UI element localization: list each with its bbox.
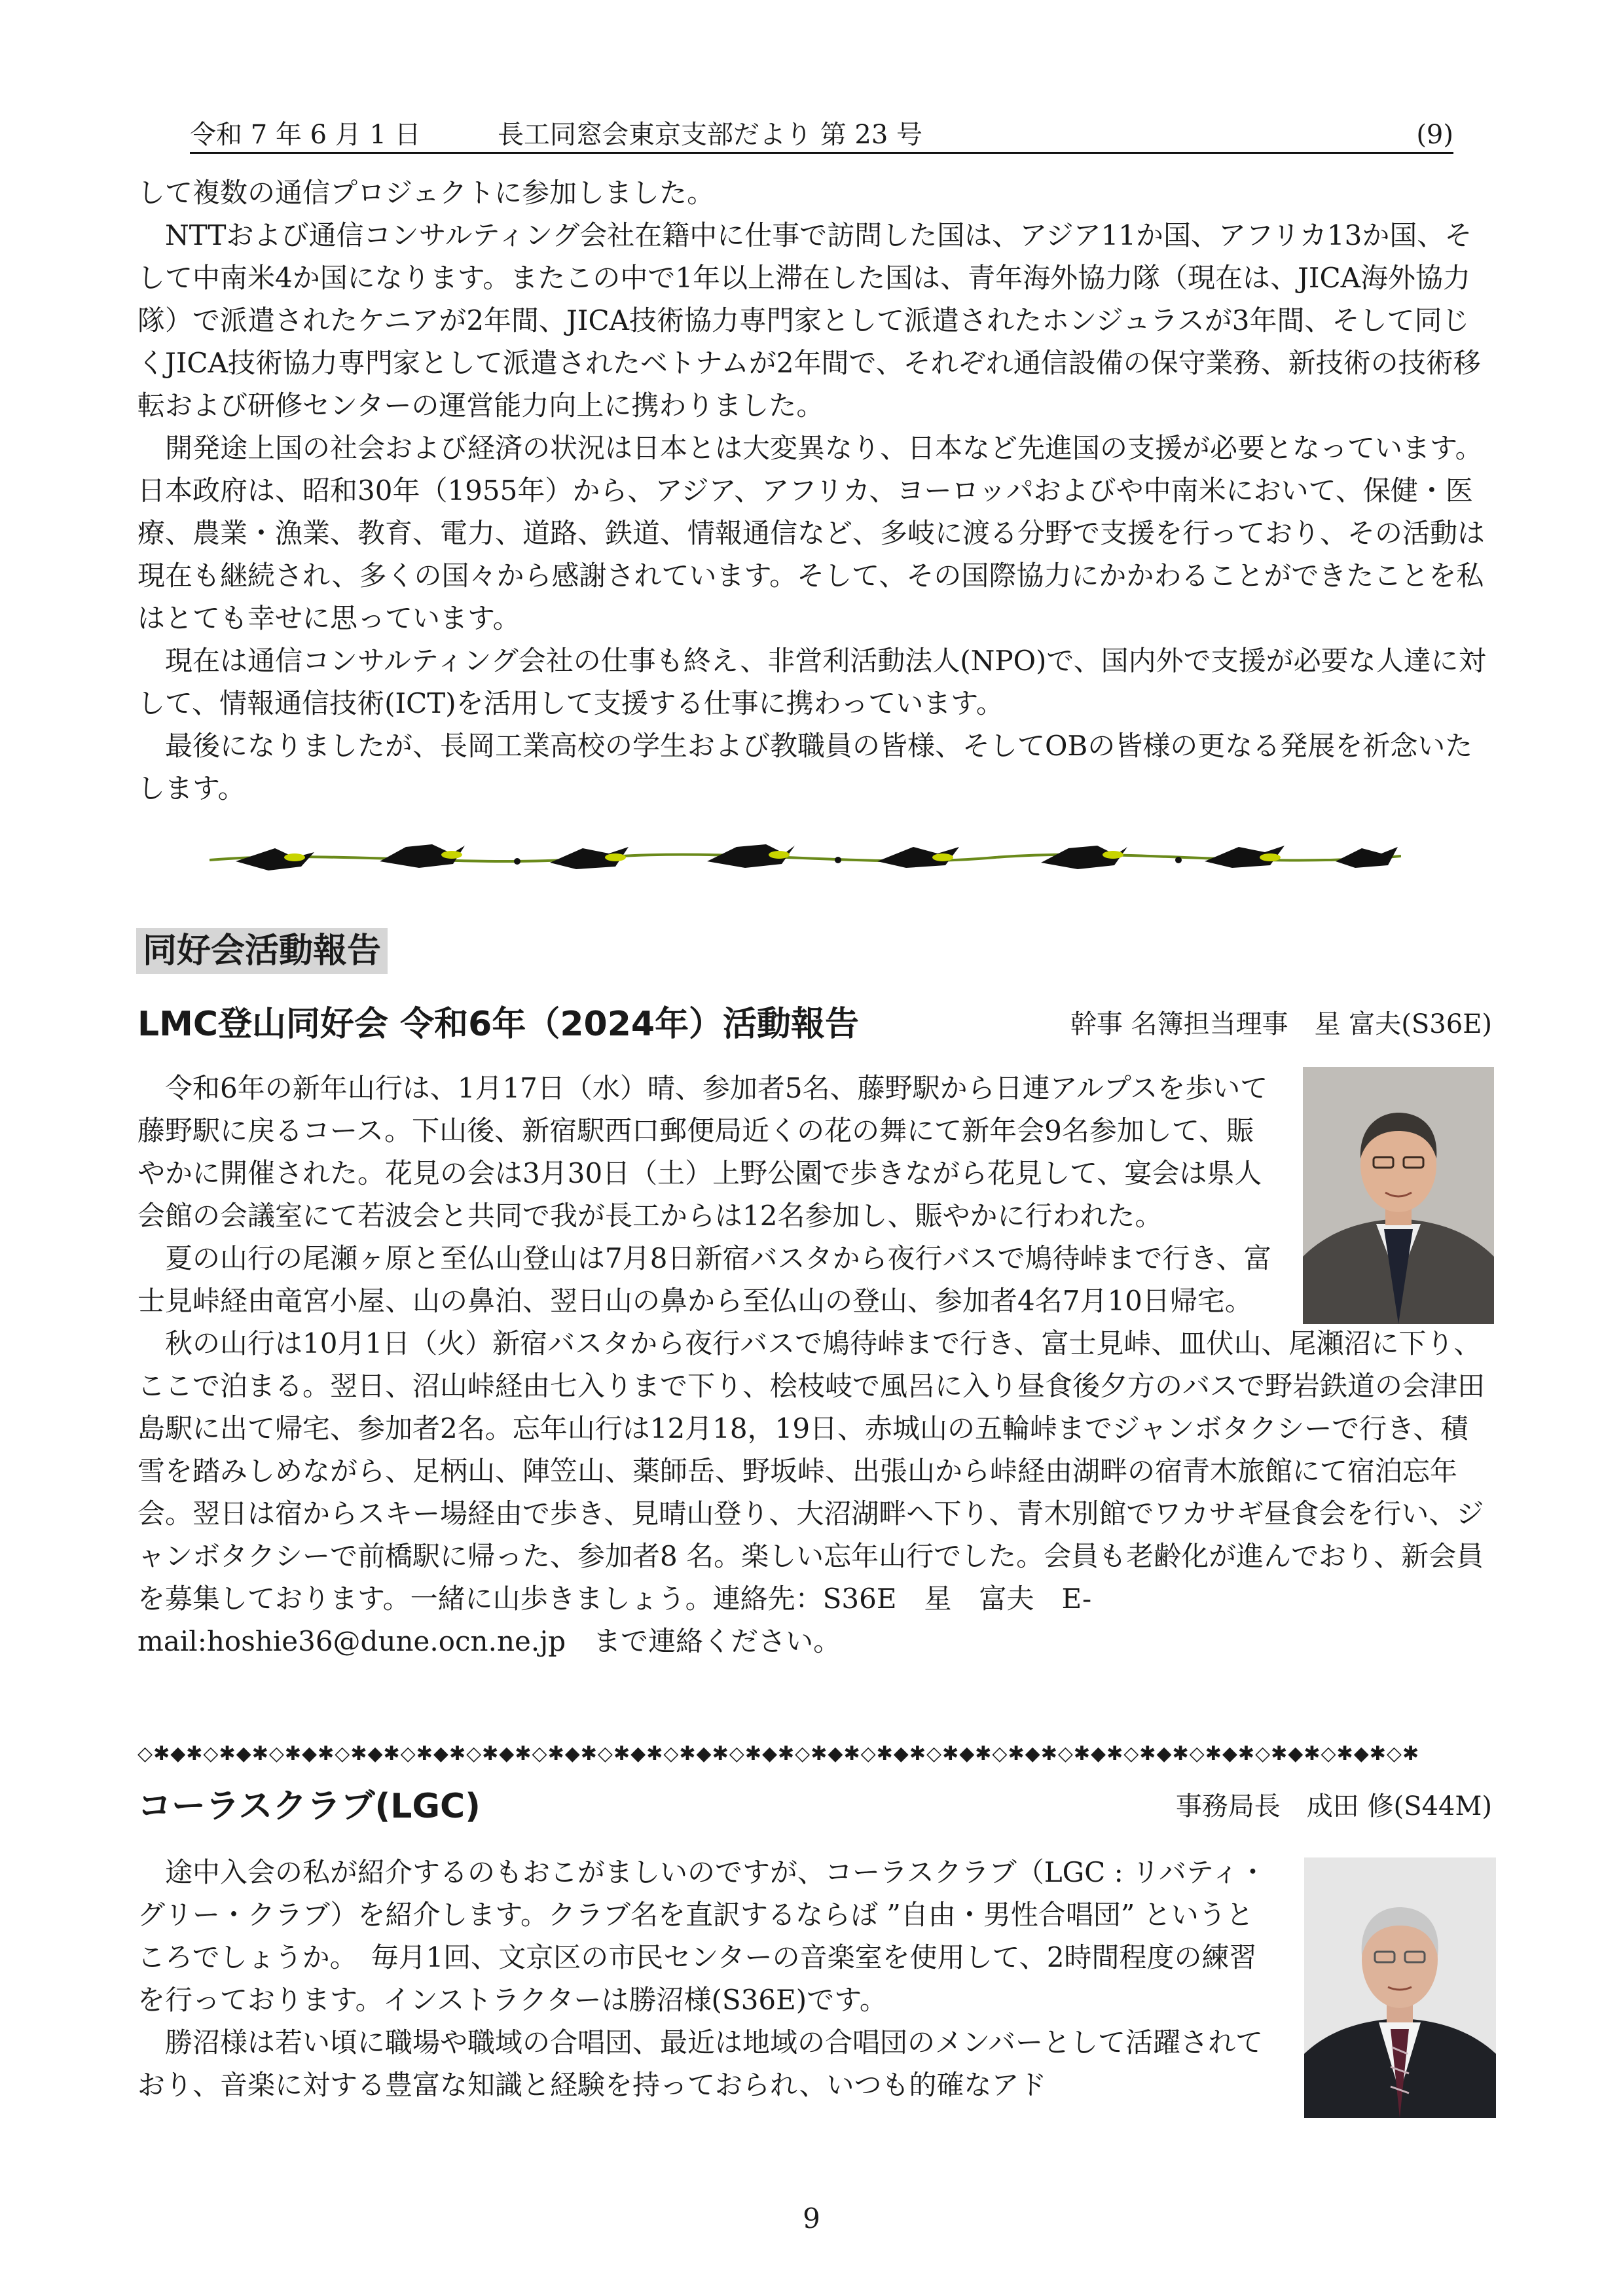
section-title: 同好会活動報告 <box>136 928 388 974</box>
paragraph: 勝沼様は若い頃に職場や職域の合唱団、最近は地域の合唱団のメンバーとして活躍されており、音楽に対する豊富な知識と経験を持っておられ、いつも的確なアド <box>137 2026 1264 2101</box>
header-page: (9) <box>1416 120 1453 150</box>
paragraph: 現在は通信コンサルティング会社の仕事も終え、非営利活動法人(NPO)で、国内外で支援が必要な人達に対して、情報通信技術(ICT)を活用して支援する仕事に携わっています。 <box>137 645 1486 719</box>
page-number: 9 <box>803 2202 820 2234</box>
paragraph: NTTおよび通信コンサルティング会社在籍中に仕事で訪問した国は、アジア11か国、アフリカ13か国、そして中南米4か国になります。またこの中で1年以上滞在した国は、青年海外協力隊（現在は、JICA海外協力隊）で派遣されたケニアが2年間、JICA技術協力専門家として派遣されたホンジュラスが3年間、そして同じくJICA技術協力専門家として派遣されたベトナムが2年間で、それぞれ通信設備の保守業務、新技術の技術移転および研修センターの運営能力向上に携わりました。 <box>137 219 1481 422</box>
diamond-divider: ◇✱◆✱◇✱◆✱◇✱◆✱◇✱◆✱◇✱◆✱◇✱◆✱◇✱◆✱◇✱◆✱◇✱◆✱◇✱◆✱◇✱◆✱◇✱◆✱◇✱◆✱◇✱◆✱◇✱◆✱◇✱◆✱◇✱◆✱◇✱◆✱◇✱◆✱◇✱ <box>137 1742 1420 1765</box>
paragraph: して複数の通信プロジェクトに参加しました。 <box>137 177 715 209</box>
lmc-title: LMC登山同好会 令和6年（2024年）活動報告 <box>137 1005 860 1044</box>
lmc-article <box>137 1067 1493 1662</box>
paragraph: 途中入会の私が紹介するのもおこがましいのですが、コーラスクラブ（LGC : リバティ・グリー・クラブ）を紹介します。クラブ名を直訳するならば ”自由・男性合唱団” というところでしょうか。 毎月1回、文京区の市民センターの音楽室を使用して、2時間程度の練習を行っております。インストラクターは勝沼様(S36E)です。 <box>137 1856 1267 2016</box>
paragraph: 最後になりましたが、長岡工業高校の学生および教職員の皆様、そしてOBの皆様の更なる発展を祈念いたします。 <box>137 730 1473 804</box>
header-date: 令和 7 年 6 月 1 日 <box>190 120 421 150</box>
lmc-author: 幹事 名簿担当理事 星 富夫(S36E) <box>1070 1009 1492 1039</box>
portrait-photo-hoshi <box>1303 1067 1494 1324</box>
top-article-continuation <box>137 171 1493 810</box>
portrait-photo-narita <box>1304 1857 1496 2118</box>
paragraph: 令和6年の新年山行は、1月17日（水）晴、参加者5名、藤野駅から日連アルプスを歩いて藤野駅に戻るコース。下山後、新宿駅西口郵便局近くの花の舞にて新年会9名参加して、賑やかに開催された。花見の会は3月30日（土）上野公園で歩きながら花見して、宴会は県人会館の会議室にて若波会と共同で我が長工からは12名参加し、賑やかに行われた。 <box>137 1072 1268 1232</box>
paragraph: 秋の山行は10月1日（火）新宿バスタから夜行バスで鳩待峠まで行き、富士見峠、皿伏山、尾瀬沼に下り、ここで泊まる。翌日、沼山峠経由七入りまで下り、桧枝岐で風呂に入り昼食後夕方のバスで野岩鉄道の会津田島駅に出て帰宅、参加者2名。忘年山行は12月18，19日、赤城山の五輪峠までジャンボタクシーで行き、積雪を踏みしめながら、足柄山、陣笠山、薬師岳、野坂峠、出張山から峠経由湖畔の宿青木旅館にて宿泊忘年会。翌日は宿からスキー場経由で歩き、見晴山登り、大沼湖畔へ下り、青木別館でワカサギ昼食会を行い、ジャンボタクシーで前橋駅に帰った、参加者8 名。楽しい忘年山行でした。会員も老齢化が進んでおり、新会員を募集しております。一緒に山歩きましょう。連絡先：S36E 星 富夫 E-mail:hoshie36@dune.ocn.ne.jp まで連絡ください。 <box>137 1327 1486 1657</box>
butterfly-ornament-icon <box>210 818 1401 884</box>
lgc-title: コーラスクラブ(LGC) <box>137 1787 481 1826</box>
header-title: 長工同窓会東京支部だより 第 23 号 <box>498 120 923 150</box>
paragraph: 開発途上国の社会および経済の状況は日本とは大変異なり、日本など先進国の支援が必要となっています。日本政府は、昭和30年（1955年）から、アジア、アフリカ、ヨーロッパおよびや中南米において、保健・医療、農業・漁業、教育、電力、道路、鉄道、情報通信など、多岐に渡る分野で支援を行っており、その活動は現在も継続され、多くの国々から感謝されています。そして、その国際協力にかかわることができたことを私はとても幸せに思っています。 <box>137 432 1486 634</box>
butterfly-divider <box>210 818 1401 884</box>
page-header <box>190 118 1453 154</box>
paragraph: 夏の山行の尾瀬ヶ原と至仏山登山は7月8日新宿バスタから夜行バスで鳩待峠まで行き、富士見峠経由竜宮小屋、山の鼻泊、翌日山の鼻から至仏山の登山、参加者4名7月10日帰宅。 <box>137 1242 1271 1317</box>
lgc-article <box>137 1851 1493 2106</box>
lgc-author: 事務局長 成田 修(S44M) <box>1175 1791 1492 1821</box>
